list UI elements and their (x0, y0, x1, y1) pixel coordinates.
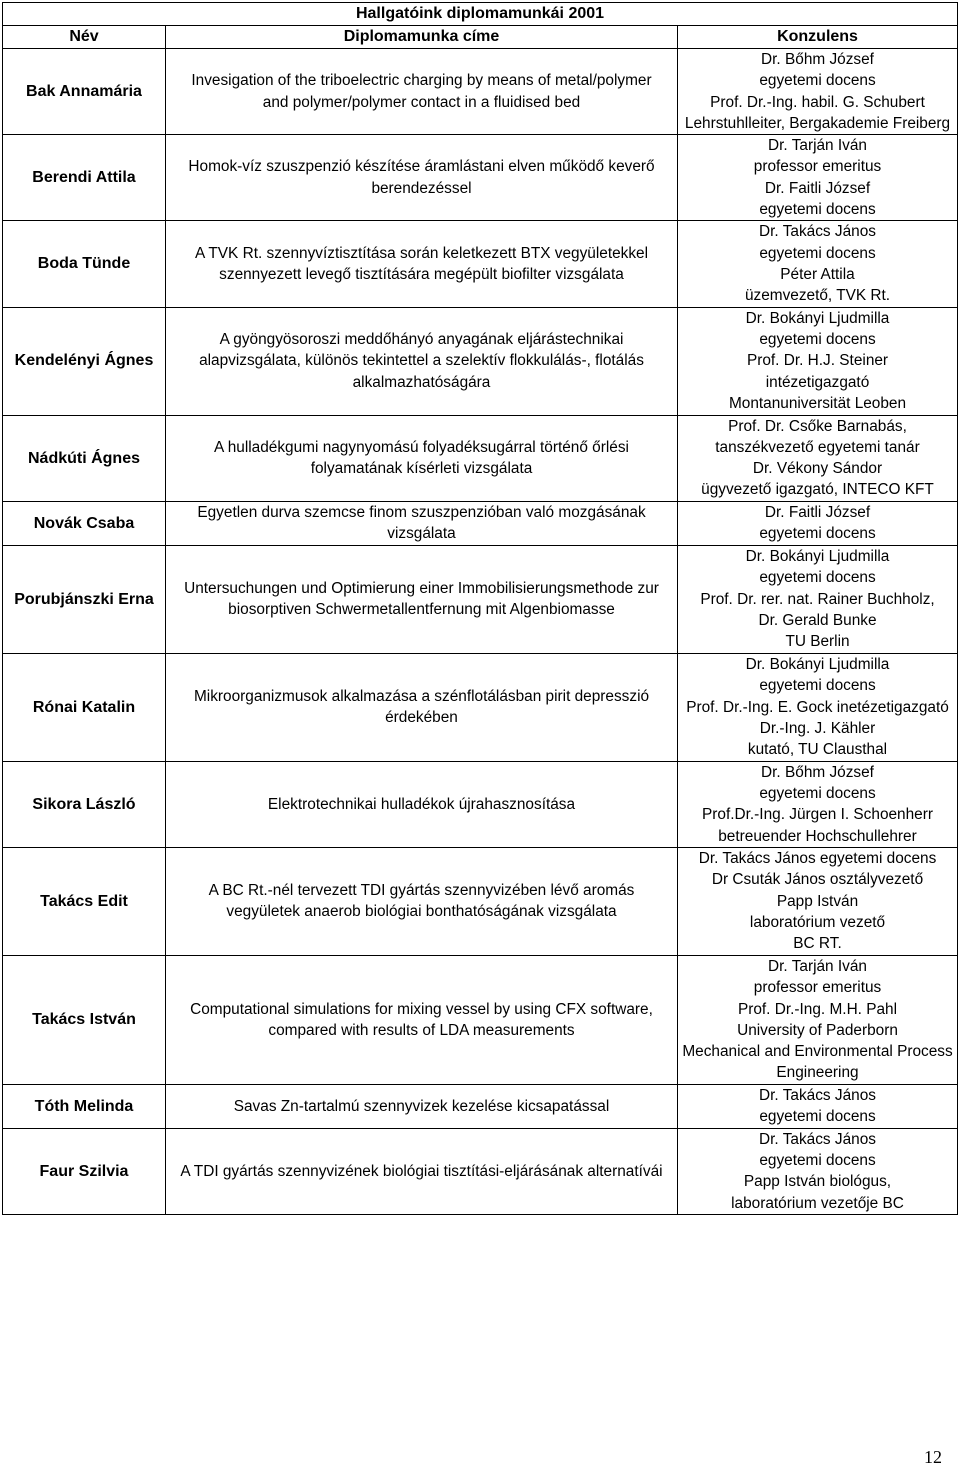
thesis-title-line: Untersuchungen und Optimierung einer Immobilisierungsmethode zur (184, 579, 659, 597)
student-name: Berendi Attila (3, 135, 166, 221)
column-header-name: Név (3, 26, 166, 49)
table-row (3, 415, 958, 501)
thesis-title-line: szennyezett levegő tisztítására megépült biofilter vizsgálata (219, 265, 624, 283)
consultant-line: Mechanical and Environmental Process (682, 1043, 953, 1061)
consultant-line: Dr. Vékony Sándor (752, 460, 883, 478)
table-title-row (3, 3, 958, 26)
consultant (678, 1084, 958, 1128)
consultant-line: intézetigazgató (765, 373, 870, 391)
consultant-line: laboratórium vezetője BC (731, 1194, 904, 1212)
thesis-title (166, 1128, 678, 1214)
student-name: Takács István (3, 955, 166, 1084)
thesis-table (2, 2, 958, 1215)
thesis-title-line: Elektrotechnikai hulladékok újrahasznosítása (267, 795, 576, 813)
consultant (678, 761, 958, 847)
thesis-title (166, 135, 678, 221)
table-header-row (3, 26, 958, 49)
consultant (678, 847, 958, 955)
thesis-title-line: alapvizsgálata, különös tekintettel a szelektív flokkulálás-, flotálás (199, 352, 644, 370)
consultant-line: Dr. Bőhm József (761, 51, 874, 68)
table-row (3, 135, 958, 221)
consultant (678, 955, 958, 1084)
consultant-line: betreuender Hochschullehrer (718, 827, 917, 845)
consultant-line: Dr.-Ing. J. Kähler (759, 719, 876, 737)
column-header-consultant: Konzulens (678, 26, 958, 49)
thesis-title-line: A TDI gyártás szennyvizének biológiai tisztítási-eljárásának alternatívái (180, 1162, 663, 1180)
thesis-title (166, 653, 678, 761)
table-body (3, 49, 958, 1215)
consultant-line: Dr. Faitli József (764, 503, 871, 521)
consultant-line: egyetemi docens (759, 1152, 876, 1170)
table-row (3, 307, 958, 415)
consultant-line: Prof. Dr.-Ing. M.H. Pahl (737, 1000, 898, 1018)
thesis-title-line: Mikroorganizmusok alkalmazása a szénflotálásban pirit depresszió (193, 687, 650, 705)
consultant-line: University of Paderborn (737, 1021, 898, 1039)
consultant (678, 49, 958, 135)
consultant-line: Papp István (776, 892, 859, 910)
table-row (3, 955, 958, 1084)
thesis-title (166, 49, 678, 135)
thesis-title (166, 415, 678, 501)
consultant-line: Dr. Bokányi Ljudmilla (745, 656, 890, 673)
thesis-title-line: Computational simulations for mixing vessel by using CFX software, (190, 1000, 653, 1018)
consultant (678, 545, 958, 653)
thesis-title (166, 847, 678, 955)
column-header-thesis: Diplomamunka címe (166, 26, 678, 49)
thesis-title-line: compared with results of LDA measurements (268, 1021, 575, 1039)
consultant-line: kutató, TU Clausthal (747, 741, 888, 759)
consultant-line: egyetemi docens (759, 72, 876, 90)
consultant-line: egyetemi docens (759, 1108, 876, 1126)
consultant-line: Prof. Dr. rer. nat. Rainer Buchholz, (700, 590, 935, 608)
consultant-line: professor emeritus (753, 979, 882, 997)
thesis-title-line: berendezéssel (371, 179, 472, 197)
thesis-title-line: and polymer/polymer contact in a fluidised bed (262, 93, 581, 111)
consultant-line: professor emeritus (753, 158, 882, 176)
thesis-title (166, 761, 678, 847)
thesis-title-line: Egyetlen durva szemcse finom szuszpenzióban való mozgásának (197, 503, 646, 521)
consultant-line: Prof. Dr. H.J. Steiner (746, 352, 889, 370)
consultant-line: BC RT. (793, 935, 842, 953)
student-name: Porubjánszki Erna (3, 545, 166, 653)
table-title: Hallgatóink diplomamunkái 2001 (3, 3, 958, 26)
consultant-line: egyetemi docens (759, 244, 876, 262)
student-name: Boda Tünde (3, 221, 166, 307)
consultant (678, 221, 958, 307)
table-row (3, 545, 958, 653)
consultant-line: tanszékvezető egyetemi tanár (715, 438, 920, 456)
thesis-title (166, 955, 678, 1084)
student-name: Novák Csaba (3, 501, 166, 545)
table-row (3, 49, 958, 135)
consultant-line: Dr. Tarján Iván (768, 957, 867, 975)
consultant-line: Dr. Tarján Iván (768, 137, 867, 155)
consultant (678, 307, 958, 415)
page-number: 12 (924, 1447, 942, 1467)
thesis-title (166, 501, 678, 545)
consultant-line: laboratórium vezető (749, 914, 886, 932)
consultant-line: ügyvezető igazgató, INTECO KFT (701, 481, 934, 499)
consultant-line: Montanuniversität Leoben (728, 395, 907, 412)
thesis-title-line: Homok-víz szuszpenzió készítése áramlástani elven működő keverő (188, 158, 655, 176)
consultant-line: egyetemi docens (759, 525, 876, 543)
consultant (678, 135, 958, 221)
consultant-line: Lehrstuhlleiter, Bergakademie Freiberg (684, 114, 951, 132)
consultant-line: Péter Attila (780, 265, 855, 283)
consultant-line: Dr. Faitli József (764, 179, 871, 197)
thesis-title-line: A TVK Rt. szennyvíztisztítása során keletkezett BTX vegyületekkel (194, 244, 649, 262)
thesis-title-line: Savas Zn-tartalmú szennyvizek kezelése kicsapatással (233, 1097, 610, 1115)
consultant-line: Engineering (776, 1064, 859, 1082)
thesis-title-line: biosorptiven Schwermetallentfernung mit Algenbiomasse (228, 601, 615, 619)
student-name: Kendelényi Ágnes (3, 307, 166, 415)
consultant-line: Dr. Bőhm József (761, 763, 874, 781)
thesis-title-line: vizsgálata (387, 525, 456, 543)
thesis-title-line: A gyöngyösoroszi meddőhányó anyagának eljárástechnikai (219, 331, 624, 349)
table-row (3, 501, 958, 545)
consultant-line: Dr. Bokányi Ljudmilla (745, 548, 890, 565)
consultant (678, 501, 958, 545)
consultant-line: egyetemi docens (759, 569, 876, 587)
consultant-line: Dr. Takács János (759, 1086, 876, 1104)
consultant-line: TU Berlin (785, 633, 850, 651)
thesis-title (166, 307, 678, 415)
consultant-line: Prof. Dr.-Ing. E. Gock inetézetigazgató (686, 698, 949, 716)
thesis-title-line: Invesigation of the triboelectric charging by means of metal/polymer (191, 72, 652, 90)
student-name: Tóth Melinda (3, 1084, 166, 1128)
consultant-line: egyetemi docens (759, 201, 876, 219)
consultant-line: üzemvezető, TVK Rt. (744, 287, 891, 305)
table-row (3, 847, 958, 955)
student-name: Faur Szilvia (3, 1128, 166, 1214)
consultant-line: Prof. Dr.-Ing. habil. G. Schubert (710, 93, 925, 111)
consultant-line: Dr. Takács János egyetemi docens (698, 850, 937, 868)
consultant (678, 1128, 958, 1214)
consultant-line: egyetemi docens (759, 677, 876, 695)
student-name: Bak Annamária (3, 49, 166, 135)
thesis-title (166, 1084, 678, 1128)
table-row (3, 653, 958, 761)
student-name: Takács Edit (3, 847, 166, 955)
thesis-title-line: A BC Rt.-nél tervezett TDI gyártás szennyvizében lévő aromás (208, 882, 635, 900)
student-name: Sikora László (3, 761, 166, 847)
student-name: Nádkúti Ágnes (3, 415, 166, 501)
consultant-line: Dr. Bokányi Ljudmilla (745, 309, 890, 327)
student-name: Rónai Katalin (3, 653, 166, 761)
consultant-line: Dr Csuták János osztályvezető (711, 871, 924, 889)
table-row (3, 761, 958, 847)
consultant-line: Dr. Takács János (759, 223, 876, 241)
consultant-line: Prof. Dr. Csőke Barnabás, (728, 417, 907, 435)
consultant-line: egyetemi docens (759, 331, 876, 349)
thesis-title (166, 545, 678, 653)
consultant-line: Dr. Gerald Bunke (758, 611, 877, 629)
consultant (678, 653, 958, 761)
thesis-title-line: vegyületek anaerob biológiai bonthatóságának vizsgálata (226, 903, 617, 921)
consultant-line: Papp István biológus, (743, 1173, 892, 1191)
thesis-title (166, 221, 678, 307)
consultant-line: Prof.Dr.-Ing. Jürgen I. Schoenherr (702, 806, 933, 824)
thesis-title-line: A hulladékgumi nagynyomású folyadéksugárral történő őrlési (214, 438, 629, 456)
consultant (678, 415, 958, 501)
thesis-title-line: érdekében (385, 709, 458, 727)
table-row (3, 1084, 958, 1128)
table-row (3, 1128, 958, 1214)
thesis-title-line: folyamatának kísérleti vizsgálata (310, 460, 533, 478)
consultant-line: egyetemi docens (759, 785, 876, 803)
consultant-line: Dr. Takács János (759, 1130, 876, 1148)
thesis-title-line: alkalmazhatóságára (352, 373, 491, 391)
table-row (3, 221, 958, 307)
